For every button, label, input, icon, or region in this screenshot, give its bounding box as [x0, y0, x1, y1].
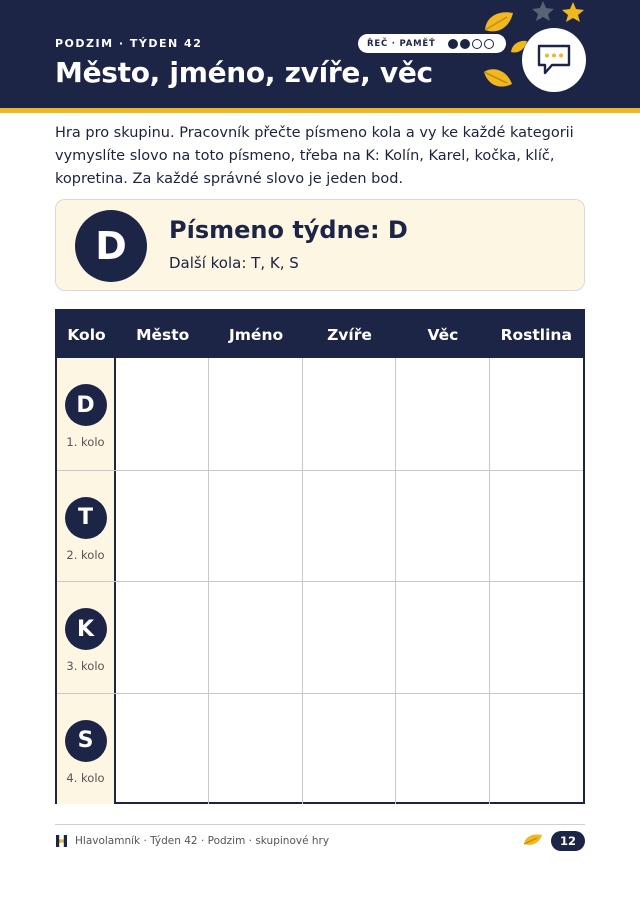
speech-bubble-badge [522, 28, 586, 92]
column-header-city: Město [136, 325, 190, 344]
table-row [57, 693, 583, 805]
round-label: 2. kolo [66, 547, 105, 562]
column-header-thing: Věc [427, 325, 459, 344]
round-label: 1. kolo [66, 435, 105, 449]
column-header-animal: Zvíře [327, 325, 372, 344]
answer-cell-name[interactable] [209, 694, 302, 805]
difficulty-dots [448, 39, 494, 49]
answer-cell-plant[interactable] [490, 471, 583, 582]
answer-cell-name[interactable] [209, 358, 302, 470]
answer-cell-thing[interactable] [396, 358, 489, 470]
round-letter-badge: T [65, 497, 107, 539]
footer-divider [55, 824, 585, 825]
round-cell [57, 582, 116, 693]
table-row [57, 358, 583, 470]
footer-text: Hlavolamník · Týden 42 · Podzim · skupinové hry [75, 835, 330, 847]
round-cell [57, 358, 116, 470]
intro-text: Hra pro skupinu. Pracovník přečte písmeno kola a vy ke každé kategorii vymyslíte slovo na toto písmeno, třeba na K: Kolín, Karel, kočka, klíč, kopretina. Za každé správné slovo je jeden bod. [55, 125, 574, 187]
answer-cell-plant[interactable] [490, 694, 583, 805]
column-header-plant: Rostlina [500, 325, 572, 344]
page-number: 12 [551, 831, 585, 851]
answer-cell-plant[interactable] [490, 358, 583, 470]
answer-cell-city[interactable] [116, 694, 209, 805]
letter-card-subtitle: Další kola: T, K, S [169, 254, 299, 272]
round-label: 4. kolo [66, 770, 105, 785]
header-accent-stripe [0, 108, 640, 113]
table-body [57, 358, 583, 804]
answer-cell-thing[interactable] [396, 471, 489, 582]
difficulty-dot [472, 39, 482, 49]
difficulty-dot [484, 39, 494, 49]
round-cell [57, 694, 116, 805]
column-header-round: Kolo [67, 325, 106, 344]
round-label: 3. kolo [66, 659, 105, 673]
star-leaf-icon [560, 0, 586, 24]
answer-cell-animal[interactable] [303, 582, 396, 693]
answer-cell-city[interactable] [116, 358, 209, 470]
speech-bubble-icon [536, 43, 572, 77]
answer-cell-plant[interactable] [490, 582, 583, 693]
answer-cell-thing[interactable] [396, 582, 489, 693]
round-letter-badge: S [65, 720, 107, 762]
leaf-icon [481, 64, 515, 92]
difficulty-dot [448, 39, 458, 49]
answer-cell-city[interactable] [116, 471, 209, 582]
round-letter-badge: D [65, 384, 107, 426]
logo-icon [55, 834, 68, 848]
answer-cell-name[interactable] [209, 582, 302, 693]
table-header [57, 311, 583, 358]
answer-cell-city[interactable] [116, 582, 209, 693]
skills-label: ŘEČ · PAMĚŤ [367, 38, 436, 49]
letter-of-week-card [55, 199, 585, 291]
table-row [57, 581, 583, 693]
leaf-icon [482, 8, 516, 38]
page-title: Město, jméno, zvíře, věc [55, 56, 433, 89]
answer-table [55, 309, 585, 804]
letter-badge: D [75, 210, 147, 282]
letter-card-title: Písmeno týdne: D [169, 216, 408, 244]
star-leaf-icon [530, 0, 556, 22]
column-header-name: Jméno [229, 325, 284, 344]
answer-cell-animal[interactable] [303, 471, 396, 582]
answer-cell-thing[interactable] [396, 694, 489, 805]
difficulty-dot [460, 39, 470, 49]
round-letter-badge: K [65, 608, 107, 650]
round-cell [57, 471, 116, 582]
answer-cell-animal[interactable] [303, 694, 396, 805]
leaf-icon [522, 832, 544, 848]
answer-cell-name[interactable] [209, 471, 302, 582]
answer-cell-animal[interactable] [303, 358, 396, 470]
table-row [57, 470, 583, 582]
page-header [0, 0, 640, 108]
season-week-kicker: PODZIM · TÝDEN 42 [55, 37, 203, 50]
